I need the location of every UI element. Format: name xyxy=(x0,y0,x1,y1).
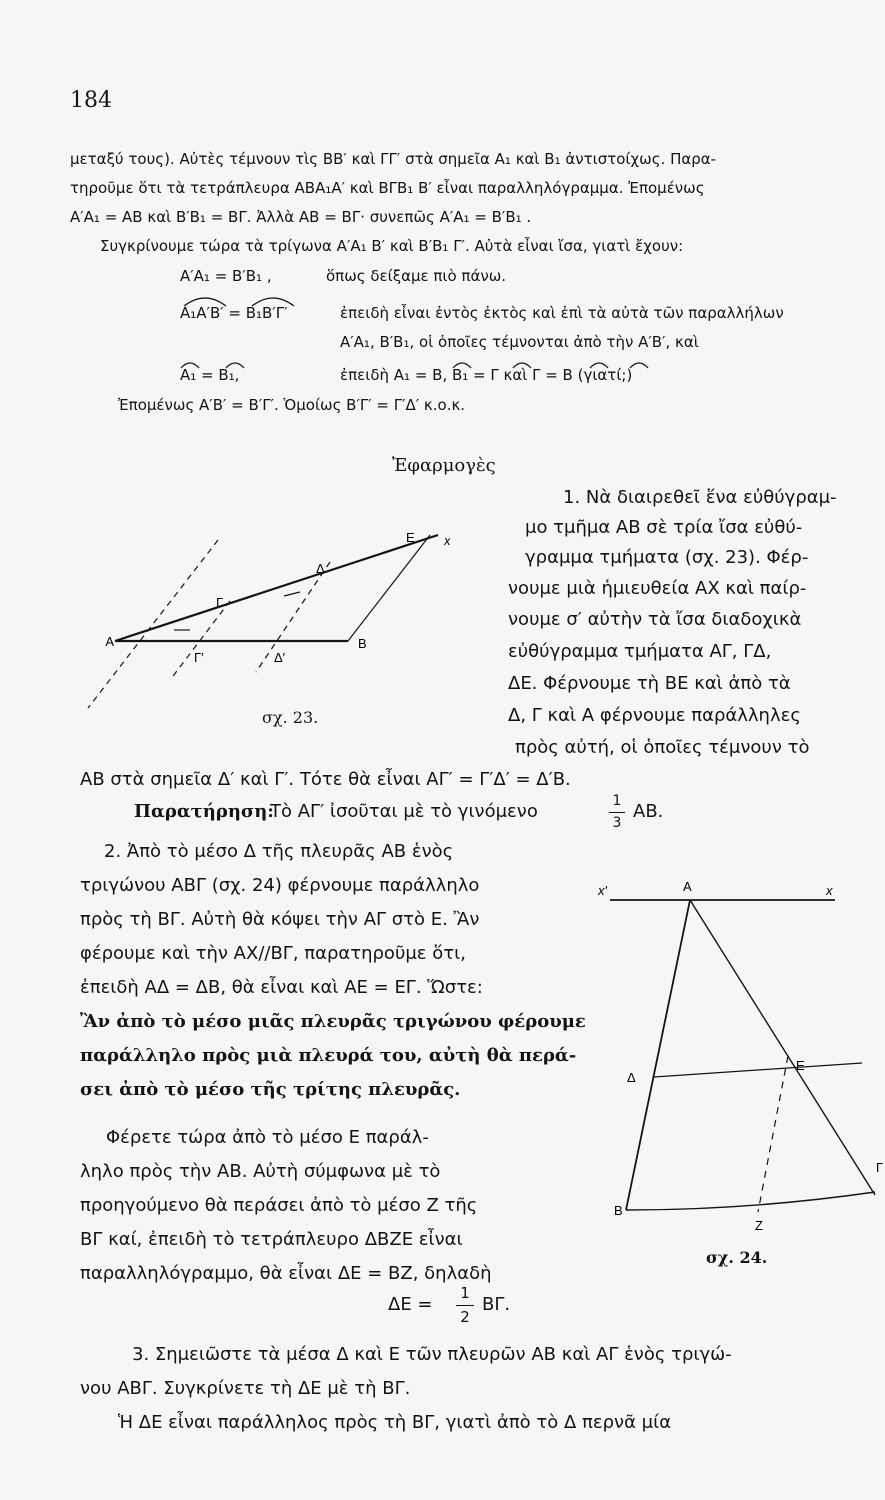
fraction-bar xyxy=(609,812,625,813)
text-line: νουμε σ′ αὐτὴν τὰ ἴσα διαδοχικὰ xyxy=(508,609,802,630)
text-line: ἐπειδὴ ΑΔ = ΔΒ, θὰ εἶναι καὶ ΑΕ = ΕΓ. Ὥστε: xyxy=(80,977,483,998)
text-line: μεταξύ τους). Αὐτὲς τέμνουν τὶς ΒΒ′ καὶ ΓΓ′ στὰ σημεῖα Α₁ καὶ Β₁ ἀντιστοίχως. Παρα- xyxy=(70,150,717,168)
section-heading: Ἐφαρμογὲς xyxy=(392,455,496,476)
figure-24-caption: σχ. 24. xyxy=(706,1248,768,1267)
proof-line: ὅπως δείξαμε πιὸ πάνω. xyxy=(326,267,507,285)
figure-23 xyxy=(70,510,450,750)
fig24-label-a: Α xyxy=(683,879,692,894)
fig24-label-z: Ζ xyxy=(755,1218,763,1233)
fraction-denominator: 3 xyxy=(612,815,622,831)
fig23-label-x: x xyxy=(444,533,450,548)
side-ab xyxy=(626,900,690,1210)
fig24-label-g: Γ xyxy=(876,1160,884,1175)
theorem-line: παράλληλο πρὸς μιὰ πλευρά του, αὐτὴ θὰ περά- xyxy=(80,1045,577,1066)
text-line: 3. Σημειῶστε τὰ μέσα Δ καὶ Ε τῶν πλευρῶν ΑΒ καὶ ΑΓ ἑνὸς τριγώ- xyxy=(132,1344,732,1365)
fraction-numerator: 1 xyxy=(612,793,622,809)
fig23-label-d: Δ xyxy=(316,561,325,576)
text-line: πρὸς τὴ ΒΓ. Αὐτὴ θὰ κόψει τὴν ΑΓ στὸ Ε. Ἂν xyxy=(80,909,480,930)
fig24-label-e: Ε xyxy=(796,1058,805,1073)
side-ag xyxy=(690,900,875,1195)
proof-line: Α₁ = Β₁, xyxy=(180,366,240,384)
text-line: νουμε μιὰ ἡμιευθεία ΑΧ καὶ παίρ- xyxy=(508,578,807,599)
equation-left: ΔΕ = xyxy=(388,1294,433,1315)
angle-hats xyxy=(0,0,885,400)
text-line: Συγκρίνουμε τώρα τὰ τρίγωνα Α′Α₁ Β′ καὶ Β′Β₁ Γ′. Αὐτὰ εἶναι ἴσα, γιατὶ ἔχουν: xyxy=(100,237,684,255)
text-line: παραλληλόγραμμο, θὰ εἶναι ΔΕ = ΒΖ, δηλαδὴ xyxy=(80,1263,492,1284)
text-line: Δ, Γ καὶ Α φέρνουμε παράλληλες xyxy=(508,705,801,726)
text-line: 1. Νὰ διαιρεθεῖ ἕνα εὐθύγραμ- xyxy=(563,487,837,508)
remark-tail: ΑΒ. xyxy=(633,801,664,822)
text-line: τηροῦμε ὅτι τὰ τετράπλευρα ΑΒΑ₁Α′ καὶ ΒΓΒ₁ Β′ εἶναι παραλληλόγραμμα. Ἐπομένως xyxy=(70,179,705,197)
fraction-denominator: 2 xyxy=(460,1308,470,1326)
proof-line: Α₁Α′Β′ = Β₁Β′Γ′ xyxy=(180,304,288,322)
text-line: γραμμα τμήματα (σχ. 23). Φέρ- xyxy=(525,547,809,568)
fig23-label-d-prime: Δ′ xyxy=(274,650,286,665)
equation-right: ΒΓ. xyxy=(482,1294,511,1315)
remark-text: Τὸ ΑΓ′ ἰσοῦται μὲ τὸ γινόμενο xyxy=(270,801,538,822)
proof-line: Ἐπομένως Α′Β′ = Β′Γ′. Ὁμοίως Β′Γ′ = Γ′Δ′ κ.ο.κ. xyxy=(118,396,466,414)
fig24-label-b: Β xyxy=(614,1203,623,1218)
fig23-label-e: Ε xyxy=(406,530,415,545)
fraction-bar xyxy=(456,1305,474,1306)
proof-line: Α′Α₁, Β′Β₁, οἱ ὁποῖες τέμνονται ἀπὸ τὴν Α′Β′, καὶ xyxy=(340,333,699,351)
remark-label: Παρατήρηση: xyxy=(134,801,274,822)
text-line: μο τμῆμα ΑΒ σὲ τρία ἴσα εὐθύ- xyxy=(525,517,803,538)
text-line: Φέρετε τώρα ἀπὸ τὸ μέσο Ε παράλ- xyxy=(106,1127,429,1148)
tick-2 xyxy=(284,592,300,596)
proof-line: ἐπειδὴ Α₁ = Β, Β₁ = Γ καὶ Γ = Β (γιατί;) xyxy=(340,366,633,384)
page-number: 184 xyxy=(70,88,112,113)
fraction-numerator: 1 xyxy=(460,1284,470,1302)
proof-line: ἐπειδὴ εἶναι ἐντὸς ἐκτὸς καὶ ἐπὶ τὰ αὐτὰ τῶν παραλλήλων xyxy=(340,304,784,322)
parallel-through-a xyxy=(88,540,218,708)
text-line: εὐθύγραμμα τμήματα ΑΓ, ΓΔ, xyxy=(508,641,772,662)
text-line: προηγούμενο θὰ περάσει ἀπὸ τὸ μέσο Ζ τῆς xyxy=(80,1195,478,1216)
line-ez xyxy=(758,1056,788,1212)
fig23-label-g: Γ xyxy=(216,595,224,610)
text-line: φέρουμε καὶ τὴν ΑΧ//ΒΓ, παρατηροῦμε ὅτι, xyxy=(80,943,466,964)
fig24-label-x-prime: x′ xyxy=(598,883,607,898)
text-line: ληλο πρὸς τὴν ΑΒ. Αὐτὴ σύμφωνα μὲ τὸ xyxy=(80,1161,441,1182)
parallel-dd xyxy=(256,562,330,672)
theorem-line: σει ἀπὸ τὸ μέσο τῆς τρίτης πλευρᾶς. xyxy=(80,1079,461,1100)
fig24-label-d: Δ xyxy=(627,1070,636,1085)
text-line: ΔΕ. Φέρνουμε τὴ ΒΕ καὶ ἀπὸ τὰ xyxy=(508,673,791,694)
fig23-label-a: Α xyxy=(105,634,114,649)
text-line: Ἡ ΔΕ εἶναι παράλληλος πρὸς τὴ ΒΓ, γιατὶ ἀπὸ τὸ Δ περνᾶ μία xyxy=(118,1412,672,1433)
text-line: ΒΓ καί, ἐπειδὴ τὸ τετράπλευρο ΔΒΖΕ εἶναι xyxy=(80,1229,463,1250)
text-line: νου ΑΒΓ. Συγκρίνετε τὴ ΔΕ μὲ τὴ ΒΓ. xyxy=(80,1378,411,1399)
text-line: 2. Ἀπὸ τὸ μέσο Δ τῆς πλευρᾶς ΑΒ ἑνὸς xyxy=(104,841,454,862)
figure-23-caption: σχ. 23. xyxy=(262,708,319,727)
fig23-label-g-prime: Γ′ xyxy=(194,650,204,665)
line-de xyxy=(654,1063,862,1077)
fig24-label-x: x xyxy=(826,883,833,898)
text-line: ΑΒ στὰ σημεῖα Δ′ καὶ Γ′. Τότε θὰ εἶναι ΑΓ′ = Γ′Δ′ = Δ′Β. xyxy=(80,769,571,790)
side-bg xyxy=(626,1192,875,1210)
fig23-label-b: Β xyxy=(358,636,367,651)
theorem-line: Ἂν ἀπὸ τὸ μέσο μιᾶς πλευρᾶς τριγώνου φέρουμε xyxy=(80,1011,586,1032)
text-line: Α′Α₁ = ΑΒ καὶ Β′Β₁ = ΒΓ. Ἀλλὰ ΑΒ = ΒΓ· συνεπῶς Α′Α₁ = Β′Β₁ . xyxy=(70,208,532,226)
proof-line: Α′Α₁ = Β′Β₁ , xyxy=(180,267,272,285)
figure-24 xyxy=(580,870,885,1290)
text-line: πρὸς αὐτή, οἱ ὁποῖες τέμνουν τὸ xyxy=(515,737,810,758)
text-line: τριγώνου ΑΒΓ (σχ. 24) φέρνουμε παράλληλο xyxy=(80,875,480,896)
